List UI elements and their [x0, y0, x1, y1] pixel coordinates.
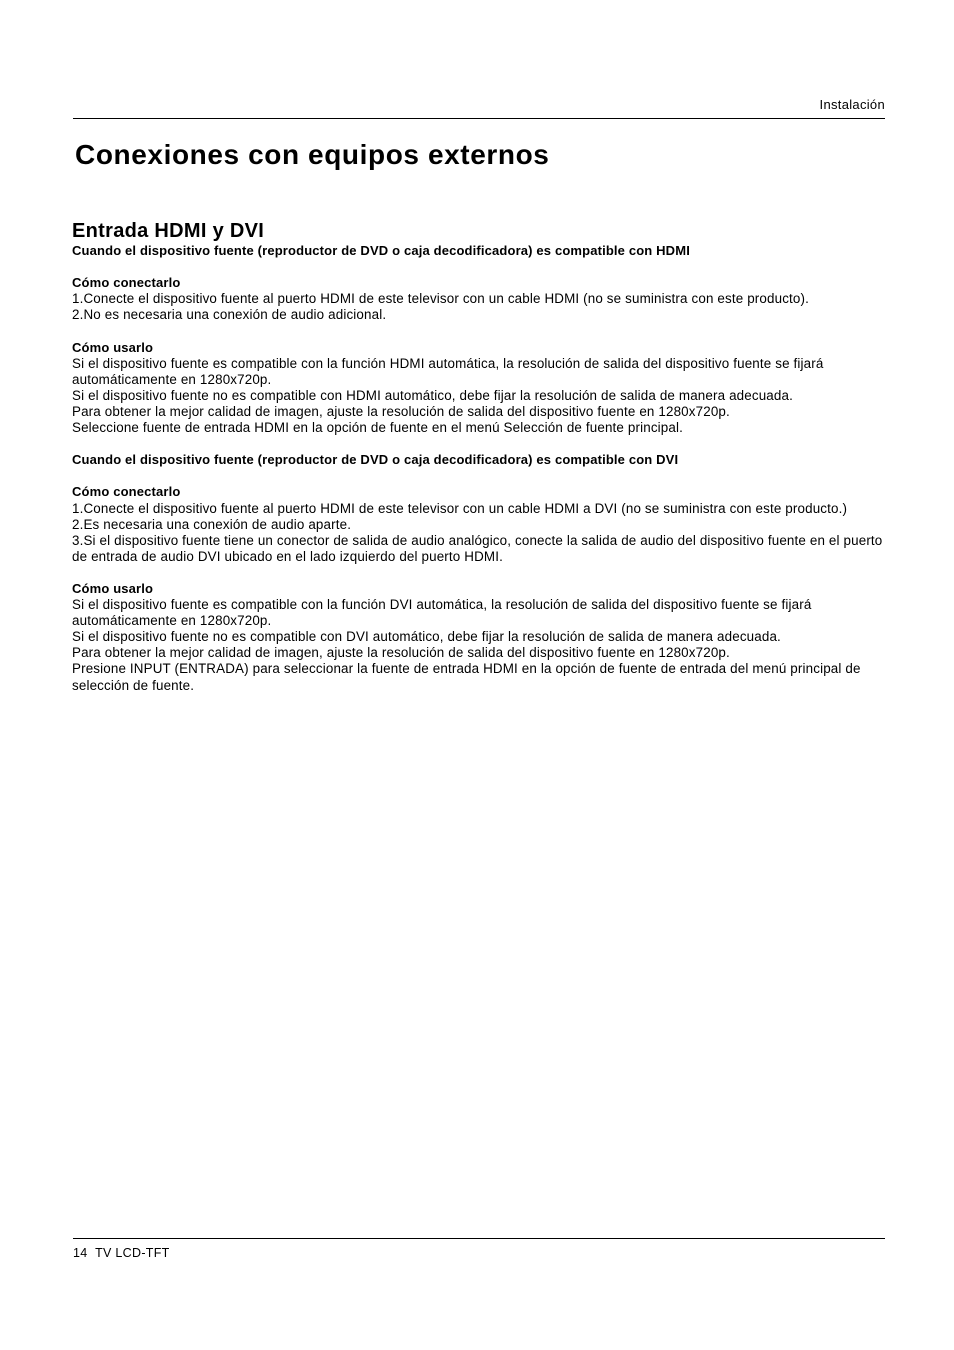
hdmi-connect-line: 1.Conecte el dispositivo fuente al puerto HDMI de este televisor con un cable HDMI (no se suministra con este producto).: [72, 291, 809, 307]
hdmi-connect-title: Cómo conectarlo: [72, 275, 181, 291]
header-rule: [73, 118, 885, 119]
dvi-use-title: Cómo usarlo: [72, 580, 154, 596]
spacer: [72, 323, 884, 339]
hdmi-use-line: Seleccione fuente de entrada HDMI en la opción de fuente en el menú Selección de fuente principal.: [72, 420, 683, 436]
dvi-use-line: Si el dispositivo fuente es compatible con la función DVI automática, la resolución de salida del dispositivo fuente se fijará automáticamente en 1280x720p.: [72, 597, 812, 629]
section-title: Entrada HDMI y DVI: [72, 220, 265, 242]
dvi-connect-line: 1.Conecte el dispositivo fuente al puerto HDMI de este televisor con un cable HDMI a DVI (no se suministra con este producto.): [72, 500, 848, 516]
page-number: 14: [73, 1246, 88, 1260]
product-name: TV LCD-TFT: [95, 1246, 170, 1260]
page-content: [72, 219, 884, 694]
spacer: [72, 468, 884, 484]
hdmi-block: [72, 243, 884, 436]
hdmi-use-line: Si el dispositivo fuente no es compatible con HDMI automático, debe fijar la resolución de salida de manera adecuada.: [72, 387, 793, 403]
dvi-connect-line: 3.Si el dispositivo fuente tiene un conector de salida de audio analógico, conecte la salida de audio del dispositivo fuente en el puerto de entrada de audio DVI ubicado en el lado izquierdo del puerto HDMI.: [72, 532, 883, 564]
dvi-use-line: Para obtener la mejor calidad de imagen, ajuste la resolución de salida del dispositivo fuente en 1280x720p.: [72, 645, 730, 661]
dvi-heading: Cuando el dispositivo fuente (reproductor de DVD o caja decodificadora) es compatible con DVI: [72, 452, 679, 468]
dvi-block: [72, 452, 884, 693]
dvi-use-line: Presione INPUT (ENTRADA) para seleccionar la fuente de entrada HDMI en la opción de fuente de entrada del menú principal de selección de fuente.: [72, 661, 861, 693]
hdmi-use-line: Para obtener la mejor calidad de imagen, ajuste la resolución de salida del dispositivo fuente en 1280x720p.: [72, 403, 730, 419]
footer-label: [73, 1246, 170, 1260]
hdmi-connect-line: 2.No es necesaria una conexión de audio adicional.: [72, 307, 387, 323]
spacer: [72, 259, 884, 275]
hdmi-use-title: Cómo usarlo: [72, 339, 154, 355]
hdmi-use-line: Si el dispositivo fuente es compatible con la función HDMI automática, la resolución de salida del dispositivo fuente se fijará automáticamente en 1280x720p.: [72, 355, 824, 387]
dvi-connect-line: 2.Es necesaria una conexión de audio aparte.: [72, 516, 352, 532]
dvi-use-line: Si el dispositivo fuente no es compatible con DVI automático, debe fijar la resolución de salida de manera adecuada.: [72, 629, 781, 645]
page-title: Conexiones con equipos externos: [75, 139, 550, 170]
spacer: [72, 436, 884, 452]
header-section-label: Instalación: [819, 97, 885, 112]
dvi-connect-title: Cómo conectarlo: [72, 484, 181, 500]
spacer: [72, 565, 884, 581]
hdmi-heading: Cuando el dispositivo fuente (reproductor de DVD o caja decodificadora) es compatible con HDMI: [72, 243, 690, 258]
footer-rule: [73, 1238, 885, 1239]
